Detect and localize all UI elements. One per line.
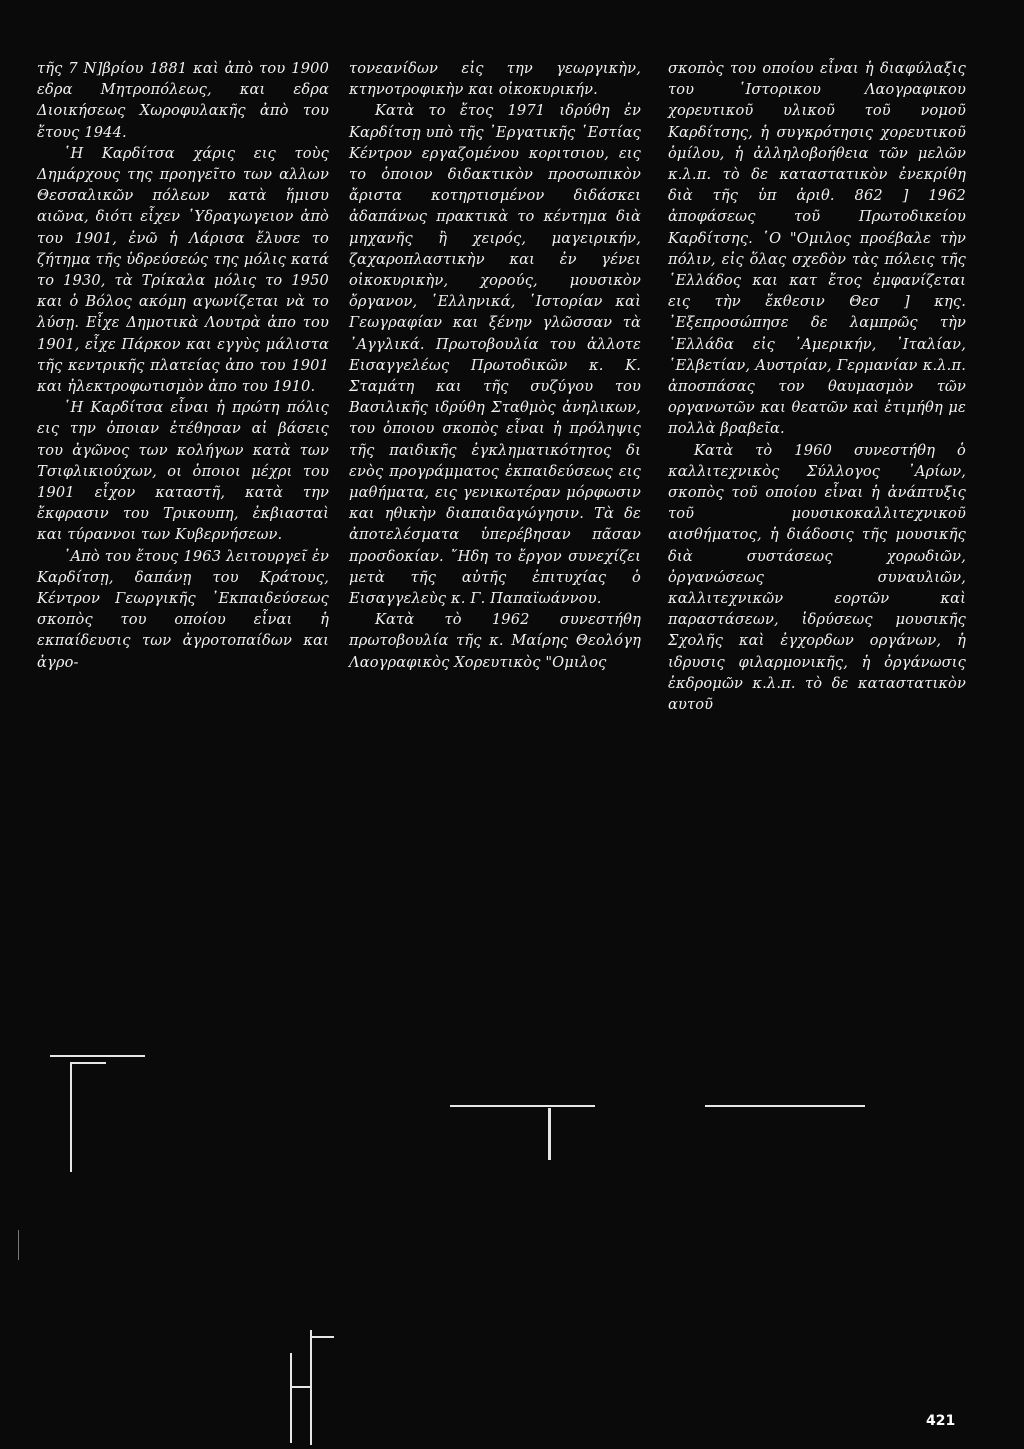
scan-artifact-line <box>70 1062 72 1172</box>
scan-artifact-line <box>70 1062 106 1064</box>
scan-artifact-line <box>290 1353 292 1443</box>
scan-artifact-line <box>50 1055 145 1057</box>
scan-artifact-line <box>312 1336 334 1338</box>
page-number: 421 <box>926 1413 956 1429</box>
text-column-3 <box>668 58 966 715</box>
paragraph: τονεανίδων εἰς την γεωργικὴν, κτηνοτροφικὴν και οἰκοκυρικήν. <box>349 60 641 99</box>
paragraph: ᾿Απὸ του ἔτους 1963 λειτουργεῖ ἐν Καρδίτσῃ, δαπάνῃ του Κράτους, Κέντρον Γεωργικῆς ᾿Εκπαιδεύσεως σκοπὸς του οποίου εἶναι ἡ εκπαίδευσις των ἀγροτοπαίδων και ἀγρο- <box>37 547 329 671</box>
paragraph: Κατὰ τὸ 1960 συνεστήθη ὁ καλλιτεχνικὸς Σύλλογος ᾿Αρίων, σκοπὸς τοῦ οποίου εἶναι ἡ ἀνάπτυξις τοῦ μουσικοκαλλιτεχνικοῦ αισθήματος, ἡ διάδοσις τῆς μουσικῆς διὰ συστάσεως χορωδιῶν, ὀργανώσεως συναυλιῶν, καλλιτεχνικῶν εορτῶν καὶ παραστάσεων, ἱδρύσεως μουσικῆς Σχολῆς καὶ ἐγχορδων οργάνων, ἡ ιδρυσις φιλαρμονικῆς, ἡ ὀργάνωσις ἐκδρομῶν κ.λ.π. τὸ δε καταστατικὸν αυτοῦ <box>668 441 966 714</box>
text-column-2 <box>349 58 641 673</box>
scan-artifact-line <box>548 1108 551 1160</box>
paragraph: τῆς 7 N]βρίου 1881 καὶ ἀπὸ του 1900 εδρα Μητροπόλεως, και εδρα Διοικήσεως Χωροφυλακῆς ἀπὸ του ἔτους 1944. <box>37 60 329 141</box>
scan-artifact-line <box>18 1230 19 1260</box>
paragraph: ῾Η Καρδίτσα εἶναι ἡ πρώτη πόλις εις την ὁποιαν ἐτέθησαν αἱ βάσεις του ἀγῶνος των κολήγων κατὰ των Τσιφλικιούχων, οι ὁποιοι μέχρι του 1901 εἶχον καταστῆ, κατὰ την ἔκφρασιν του Τρικουπη, ἐκβιασταὶ και τύραννοι των Κυβερνήσεων. <box>37 399 329 544</box>
paragraph: Κατὰ το ἔτος 1971 ιδρύθη ἐν Καρδίτσῃ υπὸ τῆς ᾿Εργατικῆς ῾Εστίας Κέντρον εργαζομένου κοριτσιου, εις το ὁποιον διδακτικὸν προσωπικὸν ἄριστα κοτηρτισμένον διδάσκει ἀδαπάνως πρακτικὰ το κέντημα διὰ μηχανῆς ἢ χειρός, μαγειρικήν, ζαχαροπλαστικὴν και ἐν γένει οἰκοκυρικὴν, χορούς, μουσικὸν ὄργανον, ῾Ελληνικά, ῾Ιστορίαν καὶ Γεωγραφίαν και ξένην γλῶσσαν τὰ ᾿Αγγλικά. Πρωτοβουλία του ἀλλοτε Εισαγγελέως Πρωτοδικῶν κ. Κ. Σταμάτη και τῆς συζύγου του Βασιλικῆς ιδρύθη Σταθμὸς ἀνηλικων, του ὁποιου σκοπὸς εἶναι ἡ πρόληψις τῆς παιδικῆς ἐγκληματικότητος δι ενὸς προγράμματος ἐκπαιδεύσεως εις μαθήματα, εις γενικωτέραν μόρφωσιν και ηθικὴν διαπαιδαγώγησιν. Τὰ δε ἀποτελέσματα ὑπερέβησαν πᾶσαν προσδοκίαν. ῎Ηδη το ἔργον συνεχίζει μετὰ τῆς αὐτῆς ἐπιτυχίας ὁ Εισαγγελεὺς κ. Γ. Παπαϊωάννου. <box>349 102 641 608</box>
paragraph: ῾Η Καρδίτσα χάρις εις τοὺς Δημάρχους της προηγεῖτο των αλλων Θεσσαλικῶν πόλεων κατὰ ἥμισυ αιῶνα, διότι εἶχεν ῾Υδραγωγειον ἀπὸ του 1901, ἐνῶ ἡ Λάρισα ἔλυσε το ζήτημα τῆς ὑδρεύσεώς της μόλις κατά το 1930, τὰ Τρίκαλα μόλις το 1950 και ὁ Βόλος ακόμη αγωνίζεται νὰ το λύσῃ. Εἶχε Δημοτικὰ Λουτρὰ ἀπο του 1901, εἶχε Πάρκον και εγγὺς μάλιστα τῆς κεντρικῆς πλατείας ἀπο του 1901 και ἠλεκτροφωτισμὸν ἀπο του 1910. <box>37 144 329 396</box>
scan-artifact-line <box>290 1386 312 1388</box>
scan-artifact-line <box>450 1105 595 1107</box>
text-column-1 <box>37 58 329 673</box>
paragraph: Κατὰ τὸ 1962 συνεστήθη πρωτοβουλία τῆς κ. Μαίρης Θεολόγη Λαογραφικὸς Χορευτικὸς "Ομιλος <box>349 611 641 671</box>
scan-artifact-line <box>705 1105 865 1107</box>
paragraph: σκοπὸς του οποίου εἶναι ἡ διαφύλαξις του ῾Ιστορικου Λαογραφικου χορευτικοῦ υλικοῦ τοῦ νομοῦ Καρδίτσης, ἡ συγκρότησις χορευτικοῦ ὁμίλου, ἡ ἀλληλοβοήθεια τῶν μελῶν κ.λ.π. τὸ δε καταστατικὸν ἐνεκρίθη διὰ τῆς ὑπ ἀριθ. 862 ] 1962 ἀποφάσεως τοῦ Πρωτοδικείου Καρδίτσης. ῾Ο "Ομιλος προέβαλε τὴν πόλιν, εἰς ὅλας σχεδὸν τὰς πόλεις τῆς ῾Ελλάδος και κατ ἔτος ἐμφανίζεται εις τὴν ἔκθεσιν Θεσ ] κης. ᾿Εξεπροσώπησε δε λαμπρῶς τὴν ῾Ελλάδα εἰς ᾿Αμερικήν, ᾿Ιταλίαν, ῾Ελβετίαν, Αυστρίαν, Γερμανίαν κ.λ.π. ἀποσπάσας τον θαυμασμὸν τῶν οργανωτῶν και θεατῶν καὶ ἐτιμήθη με πολλὰ βραβεῖα. <box>668 60 966 438</box>
